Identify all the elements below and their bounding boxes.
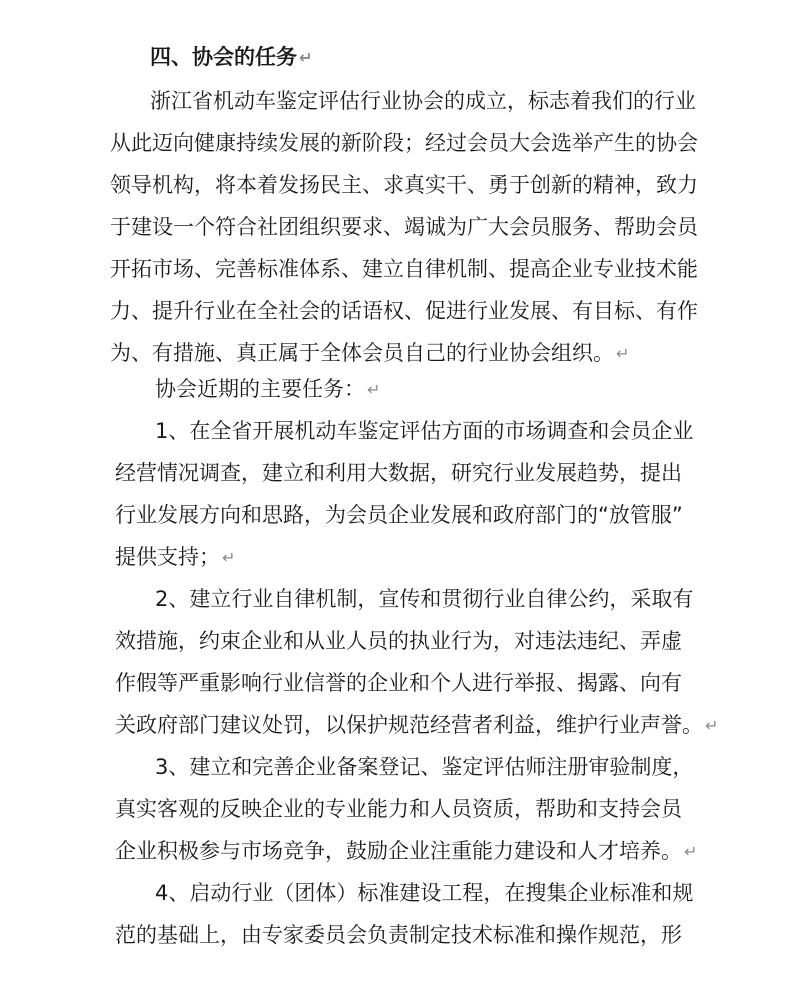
task2-line-4 [115, 712, 718, 739]
task1-line-1: 1、在全省开展机动车鉴定评估方面的市场调查和会员企业 [155, 419, 694, 443]
intro-line-3: 领导机构，将本着发扬民主、求真实干、勇于创新的精神，致力 [110, 173, 698, 197]
task1-line-4 [115, 544, 235, 571]
tasks-intro [155, 376, 380, 403]
task4-line-1: 4、启动行业（团体）标准建设工程，在搜集企业标准和规 [155, 881, 694, 905]
task2-line-3: 作假等严重影响行业信誉的企业和个人进行举报、揭露、向有 [115, 671, 682, 695]
paragraph-mark: ↵ [616, 344, 630, 363]
task1-line-4-text: 提供支持； [115, 545, 220, 569]
task2-line-2: 效措施，约束企业和从业人员的执业行为，对违法违纪、弄虚 [115, 629, 682, 653]
task1-line-2: 经营情况调查，建立和利用大数据，研究行业发展趋势，提出 [115, 461, 682, 485]
tasks-intro-text: 协会近期的主要任务： [155, 377, 365, 401]
task2-line-1: 2、建立行业自律机制，宣传和贯彻行业自律公约，采取有 [155, 587, 694, 611]
paragraph-mark: ↵ [367, 380, 381, 399]
intro-line-7-text: 为、有措施、真正属于全体会员自己的行业协会组织。 [110, 341, 614, 365]
task2-line-4-text: 关政府部门建议处罚，以保护规范经营者利益，维护行业声誉。 [115, 713, 703, 737]
intro-line-4: 于建设一个符合社团组织要求、竭诚为广大会员服务、帮助会员 [110, 215, 698, 239]
task3-line-1: 3、建立和完善企业备案登记、鉴定评估师注册审验制度， [155, 755, 694, 779]
intro-line-1: 浙江省机动车鉴定评估行业协会的成立，标志着我们的行业 [150, 89, 696, 113]
section-heading [150, 44, 312, 71]
task1-line-3: 行业发展方向和思路，为会员企业发展和政府部门的“放管服” [115, 503, 683, 527]
section-heading-text: 四、协会的任务 [150, 45, 297, 69]
intro-line-2: 从此迈向健康持续发展的新阶段；经过会员大会选举产生的协会 [110, 131, 698, 155]
task3-line-2: 真实客观的反映企业的专业能力和人员资质，帮助和支持会员 [115, 797, 682, 821]
paragraph-mark: ↵ [222, 548, 236, 567]
task3-line-3 [115, 838, 697, 865]
task4-line-2: 范的基础上，由专家委员会负责制定技术标准和操作规范，形 [115, 923, 682, 947]
paragraph-mark: ↵ [705, 716, 719, 735]
paragraph-mark: ↵ [299, 48, 313, 67]
paragraph-mark: ↵ [684, 842, 698, 861]
intro-line-6: 力、提升行业在全社会的话语权、促进行业发展、有目标、有作 [110, 299, 698, 323]
intro-line-5: 开拓市场、完善标准体系、建立自律机制、提高企业专业技术能 [110, 257, 698, 281]
intro-line-7 [110, 340, 629, 367]
task3-line-3-text: 企业积极参与市场竞争，鼓励企业注重能力建设和人才培养。 [115, 839, 682, 863]
